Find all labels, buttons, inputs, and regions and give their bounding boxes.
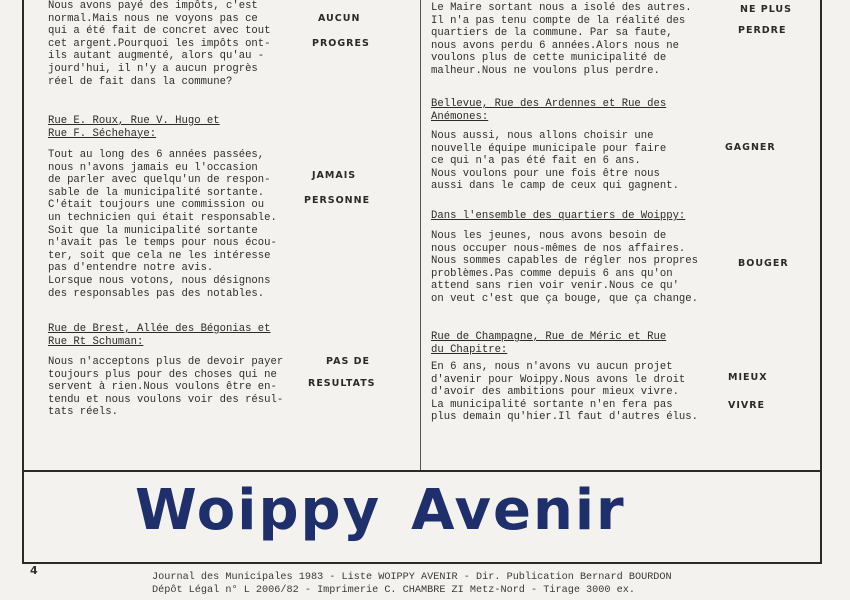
left-section2-heading: Rue de Brest, Allée des Bégonias et Rue Rt Schuman: <box>48 323 271 348</box>
keyword-bouger: BOUGER <box>738 258 789 269</box>
footer-line-1: Journal des Municipales 1983 - Liste WOIPPY AVENIR - Dir. Publication Bernard BOURDON <box>152 572 672 583</box>
keyword-ne-plus: NE PLUS <box>740 4 792 15</box>
footer-imprint <box>152 572 672 597</box>
keyword-resultats: RESULTATS <box>308 378 376 389</box>
right-section1-text: Nous aussi, nous allons choisir une nouvelle équipe municipale pour faire ce qui n'a pas été fait en 6 ans. Nous voulons pour une fois être nous aussi dans le camp de ceux qui gagnent. <box>431 130 679 193</box>
right-section2-heading: Dans l'ensemble des quartiers de Woippy: <box>431 210 686 222</box>
keyword-vivre: VIVRE <box>728 400 766 411</box>
right-intro-text: Le Maire sortant nous a isolé des autres. Il n'a pas tenu compte de la réalité des quartiers de la commune. Par sa faute, nous avons perdu 6 années.Alors nous ne voulons plus de cette municipalité de malheur.Nous ne voulons plus perdre. <box>431 2 692 77</box>
keyword-gagner: GAGNER <box>725 142 776 153</box>
footer-line-2: Dépôt Légal n° L 2006/82 - Imprimerie C. CHAMBRE ZI Metz-Nord - Tirage 3000 ex. <box>152 584 635 596</box>
keyword-aucun: AUCUN <box>318 13 361 24</box>
left-intro-text: Nous avons payé des impôts, c'est normal.Mais nous ne voyons pas ce qui a été fait de concret avec tout cet argent.Pourquoi les impôts ont- ils autant augmenté, alors qu'au - jourd'hui, il n'y a aucun progrès réel de fait dans la commune? <box>48 0 271 88</box>
keyword-pas-de: PAS DE <box>326 356 370 367</box>
column-divider <box>420 0 421 470</box>
left-section1-heading: Rue E. Roux, Rue V. Hugo et Rue F. Séchehaye: <box>48 115 220 140</box>
right-section1-heading: Bellevue, Rue des Ardennes et Rue des Anémones: <box>431 98 667 123</box>
right-section3-heading: Rue de Champagne, Rue de Méric et Rue du Chapitre: <box>431 331 667 356</box>
right-section3-text: En 6 ans, nous n'avons vu aucun projet d'avenir pour Woippy.Nous avons le droit d'avoir des ambitions pour mieux vivre. La municipalité sortante n'en fera pas plus demain qu'hier.Il faut d'autres élus. <box>431 361 699 424</box>
left-section2-text: Nous n'acceptons plus de devoir payer toujours plus pour des choses qui ne servent à rien.Nous voulons être en- tendu et nous voulons voir des résul- tats réels. <box>48 356 284 419</box>
keyword-perdre: PERDRE <box>738 25 787 36</box>
keyword-progres: PROGRES <box>312 38 370 49</box>
keyword-personne: PERSONNE <box>304 195 371 206</box>
title-word-avenir: Avenir <box>411 478 626 543</box>
title-word-woippy: Woippy <box>135 478 382 543</box>
left-section1-text: Tout au long des 6 années passées, nous n'avons jamais eu l'occasion de parler avec quelqu'un de respon- sable de la municipalité sortante. C'était toujours une commission ou un technicien qui était responsable. Soit que la municipalité sortante n'avait pas le temps pour nous écou- ter, soit que cela ne les intéresse pas d'entendre notre avis. Lorsque nous votons, nous désignons des responsables pas des notables. <box>48 149 277 300</box>
keyword-jamais: JAMAIS <box>312 170 357 181</box>
keyword-mieux: MIEUX <box>728 372 768 383</box>
right-section2-text: Nous les jeunes, nous avons besoin de nous occuper nous-mêmes de nos affaires. Nous sommes capables de régler nos propres problèmes.Pas comme depuis 6 ans qu'on attend sans rien voir venir.Nous ce qu' on veut c'est que ça bouge, que ça change. <box>431 230 699 305</box>
page-number: 4 <box>30 564 38 577</box>
masthead-title <box>135 478 626 543</box>
